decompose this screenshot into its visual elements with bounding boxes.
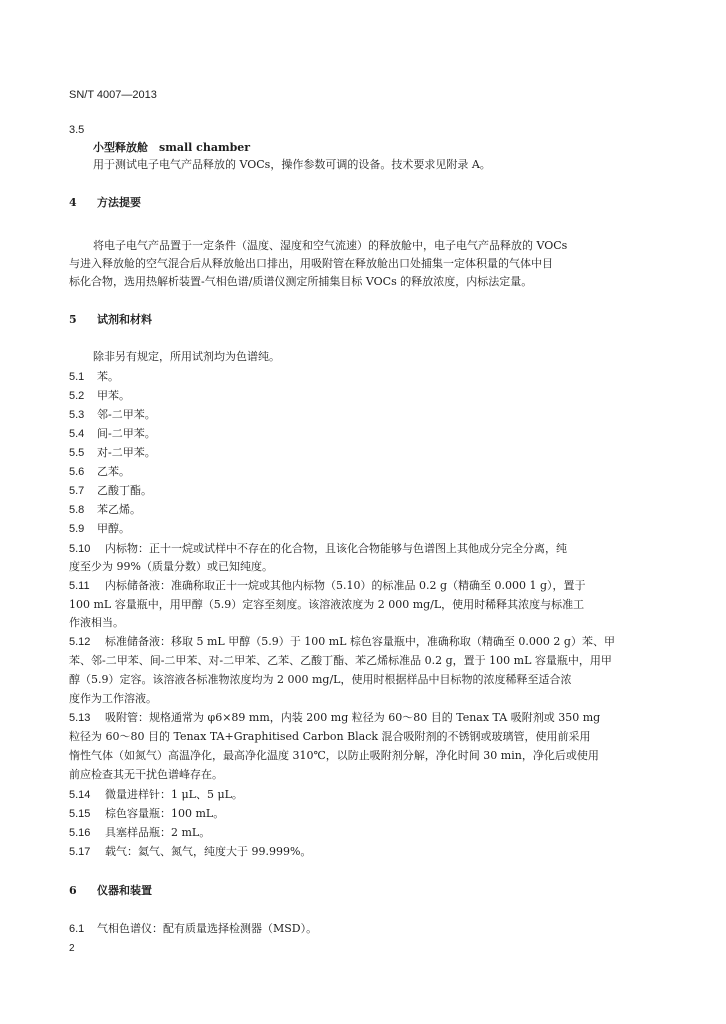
paragraph-line: 粒径为 60～80 目的 Tenax TA+Graphitised Carbon Black 混合吸附剂的不锈钢或玻璃管，使用前采用 — [69, 730, 591, 743]
section-number: 6 — [69, 884, 77, 897]
list-item: 5.14 微量进样针：1 μL、5 μL。 — [69, 788, 243, 801]
list-item: 5.3 邻-二甲苯。 — [69, 408, 156, 421]
list-item: 5.8 苯乙烯。 — [69, 503, 141, 516]
section-title: 方法提要 — [97, 196, 141, 209]
list-item: 5.7 乙酸丁酯。 — [69, 484, 152, 497]
clause-5-13: 5.13 吸附管：规格通常为 φ6×89 mm，内装 200 mg 粒径为 60～80 目的 Tenax TA 吸附剂或 350 mg — [69, 711, 601, 724]
section-6-heading — [69, 884, 152, 898]
list-item: 5.16 具塞样品瓶：2 mL。 — [69, 826, 211, 839]
section-5-heading — [69, 313, 152, 327]
clause-5-11: 5.11 内标储备液：准确称取正十一烷或其他内标物（5.10）的标准品 0.2 g（精确至 0.000 1 g），置于 — [69, 579, 586, 592]
paragraph-line: 苯、邻-二甲苯、间-二甲苯、对-二甲苯、乙苯、乙酸丁酯、苯乙烯标准品 0.2 g，置于 100 mL 容量瓶中，用甲 — [69, 654, 612, 667]
clause-6-1: 6.1 气相色谱仪：配有质量选择检测器（MSD）。 — [69, 922, 318, 935]
section-number: 5 — [69, 313, 77, 326]
paragraph-line: 与进入释放舱的空气混合后从释放舱出口排出，用吸附管在释放舱出口处捕集一定体积量的气体中目 — [69, 257, 553, 270]
page-number: 2 — [69, 943, 75, 954]
paragraph-line: 醇（5.9）定容。该溶液各标准物浓度均为 2 000 mg/L，使用时根据样品中目标物的浓度稀释至适合浓 — [69, 673, 572, 686]
paragraph-line: 将电子电气产品置于一定条件（温度、湿度和空气流速）的释放舱中，电子电气产品释放的 VOCs — [93, 239, 568, 252]
list-item: 5.4 间-二甲苯。 — [69, 427, 156, 440]
section-5-intro: 除非另有规定，所用试剂均为色谱纯。 — [93, 350, 280, 363]
section-title: 仪器和装置 — [97, 884, 152, 897]
list-item: 5.1 苯。 — [69, 370, 119, 383]
paragraph-line: 度作为工作溶液。 — [69, 692, 157, 705]
paragraph-line: 作液相当。 — [69, 616, 124, 629]
clause-5-10: 5.10 内标物：正十一烷或试样中不存在的化合物，且该化合物能够与色谱图上其他成分完全分离，纯 — [69, 542, 567, 555]
list-item: 5.15 棕色容量瓶：100 mL。 — [69, 807, 225, 820]
clause-3-5-term: 小型释放舱 small chamber — [93, 141, 251, 154]
standard-number: SN/T 4007—2013 — [69, 89, 157, 101]
paragraph-line: 度至少为 99%（质量分数）或已知纯度。 — [69, 560, 273, 573]
clause-3-5-definition: 用于测试电子电气产品释放的 VOCs，操作参数可调的设备。技术要求见附录 A。 — [93, 158, 491, 171]
list-item: 5.5 对-二甲苯。 — [69, 446, 156, 459]
section-4-heading — [69, 196, 141, 210]
paragraph-line: 标化合物，选用热解析装置-气相色谱/质谱仪测定所捕集目标 VOCs 的释放浓度，内标法定量。 — [69, 275, 533, 288]
section-number: 4 — [69, 196, 77, 209]
list-item: 5.17 载气：氦气、氮气，纯度大于 99.999%。 — [69, 845, 312, 858]
list-item: 5.9 甲醇。 — [69, 522, 130, 535]
clause-5-12: 5.12 标准储备液：移取 5 mL 甲醇（5.9）于 100 mL 棕色容量瓶中，准确称取（精确至 0.000 2 g）苯、甲 — [69, 635, 615, 648]
section-title: 试剂和材料 — [97, 313, 152, 326]
paragraph-line: 惰性气体（如氮气）高温净化，最高净化温度 310℃，以防止吸附剂分解，净化时间 30 min，净化后或使用 — [69, 749, 599, 762]
paragraph-line: 100 mL 容量瓶中，用甲醇（5.9）定容至刻度。该溶液浓度为 2 000 mg/L，使用时稀释其浓度与标准工 — [69, 598, 585, 611]
list-item: 5.2 甲苯。 — [69, 389, 130, 402]
paragraph-line: 前应检查其无干扰色谱峰存在。 — [69, 768, 223, 781]
list-item: 5.6 乙苯。 — [69, 465, 130, 478]
clause-3-5-number: 3.5 — [69, 124, 85, 136]
